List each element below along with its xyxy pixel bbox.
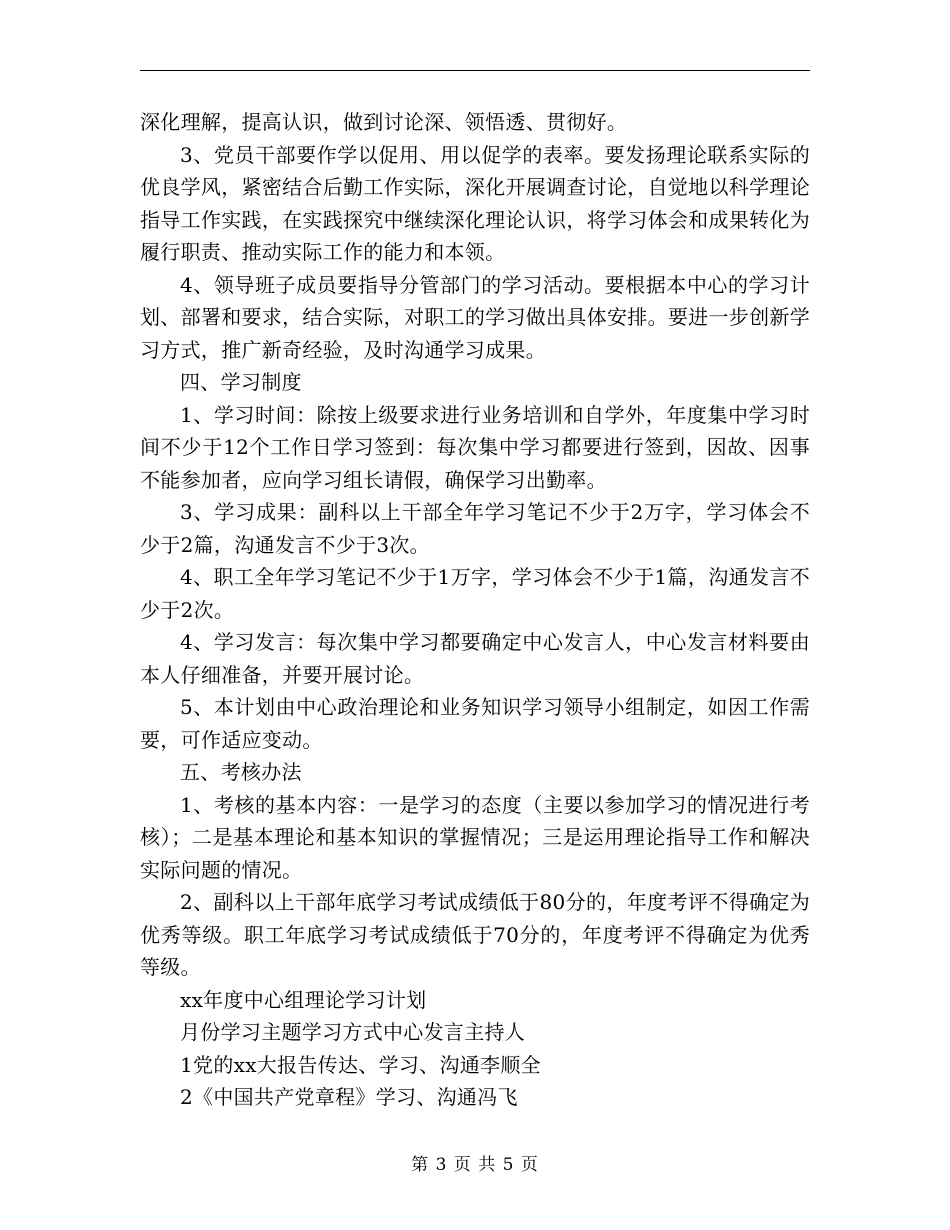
plan-row-1: 1党的xx大报告传达、学习、沟通李顺全 [180,1052,541,1077]
header-rule [140,70,810,71]
page-number: 第 3 页 共 5 页 [411,1155,539,1175]
plan-table-header: 月份学习主题学习方式中心发言主持人 [180,1020,526,1044]
section-heading-study-system: 四、学习制度 [180,370,302,394]
paragraph-continuation: 深化理解，提高认识，做到讨论深、领悟透、贯彻好。 [140,110,628,134]
paragraph-plan-authority: 5、本计划由中心政治理论和业务知识学习领导小组制定，如因工作需要，可作适应变动。 [140,695,810,752]
section-heading-assessment: 五、考核办法 [180,760,302,784]
document-body [140,106,810,1114]
paragraph-assessment-content: 1、考核的基本内容：一是学习的态度（主要以参加学习的情况进行考核）；二是基本理论和基本知识的掌握情况；三是运用理论指导工作和解决实际问题的情况。 [140,792,810,882]
paragraph-study-results: 3、学习成果：副科以上干部全年学习笔记不少于2万字，学习体会不少于2篇，沟通发言不少于3次。 [140,500,810,557]
paragraph-staff-notes: 4、职工全年学习笔记不少于1万字，学习体会不少于1篇，沟通发言不少于2次。 [140,565,810,622]
paragraph-study-time: 1、学习时间：除按上级要求进行业务培训和自学外，年度集中学习时间不少于12个工作日学习签到：每次集中学习都要进行签到，因故、因事不能参加者，应向学习组长请假，确保学习出勤率。 [140,402,810,492]
plan-title: xx年度中心组理论学习计划 [180,987,427,1012]
paragraph-item-3-cadres: 3、党员干部要作学以促用、用以促学的表率。要发扬理论联系实际的优良学风，紧密结合后勤工作实际，深化开展调查讨论，自觉地以科学理论指导工作实践，在实践探究中继续深化理论认识，将学习体会和成果转化为履行职责、推动实际工作的能力和本领。 [140,142,810,264]
paragraph-assessment-scores: 2、副科以上干部年底学习考试成绩低于80分的，年度考评不得确定为优秀等级。职工年底学习考试成绩低于70分的，年度考评不得确定为优秀等级。 [140,890,810,979]
paragraph-item-4-leadership: 4、领导班子成员要指导分管部门的学习活动。要根据本中心的学习计划、部署和要求，结合实际，对职工的学习做出具体安排。要进一步创新学习方式，推广新奇经验，及时沟通学习成果。 [140,272,810,362]
paragraph-study-speech: 4、学习发言：每次集中学习都要确定中心发言人，中心发言材料要由本人仔细准备，并要开展讨论。 [140,630,810,687]
plan-row-2: 2《中国共产党章程》学习、沟通冯飞 [180,1085,518,1109]
